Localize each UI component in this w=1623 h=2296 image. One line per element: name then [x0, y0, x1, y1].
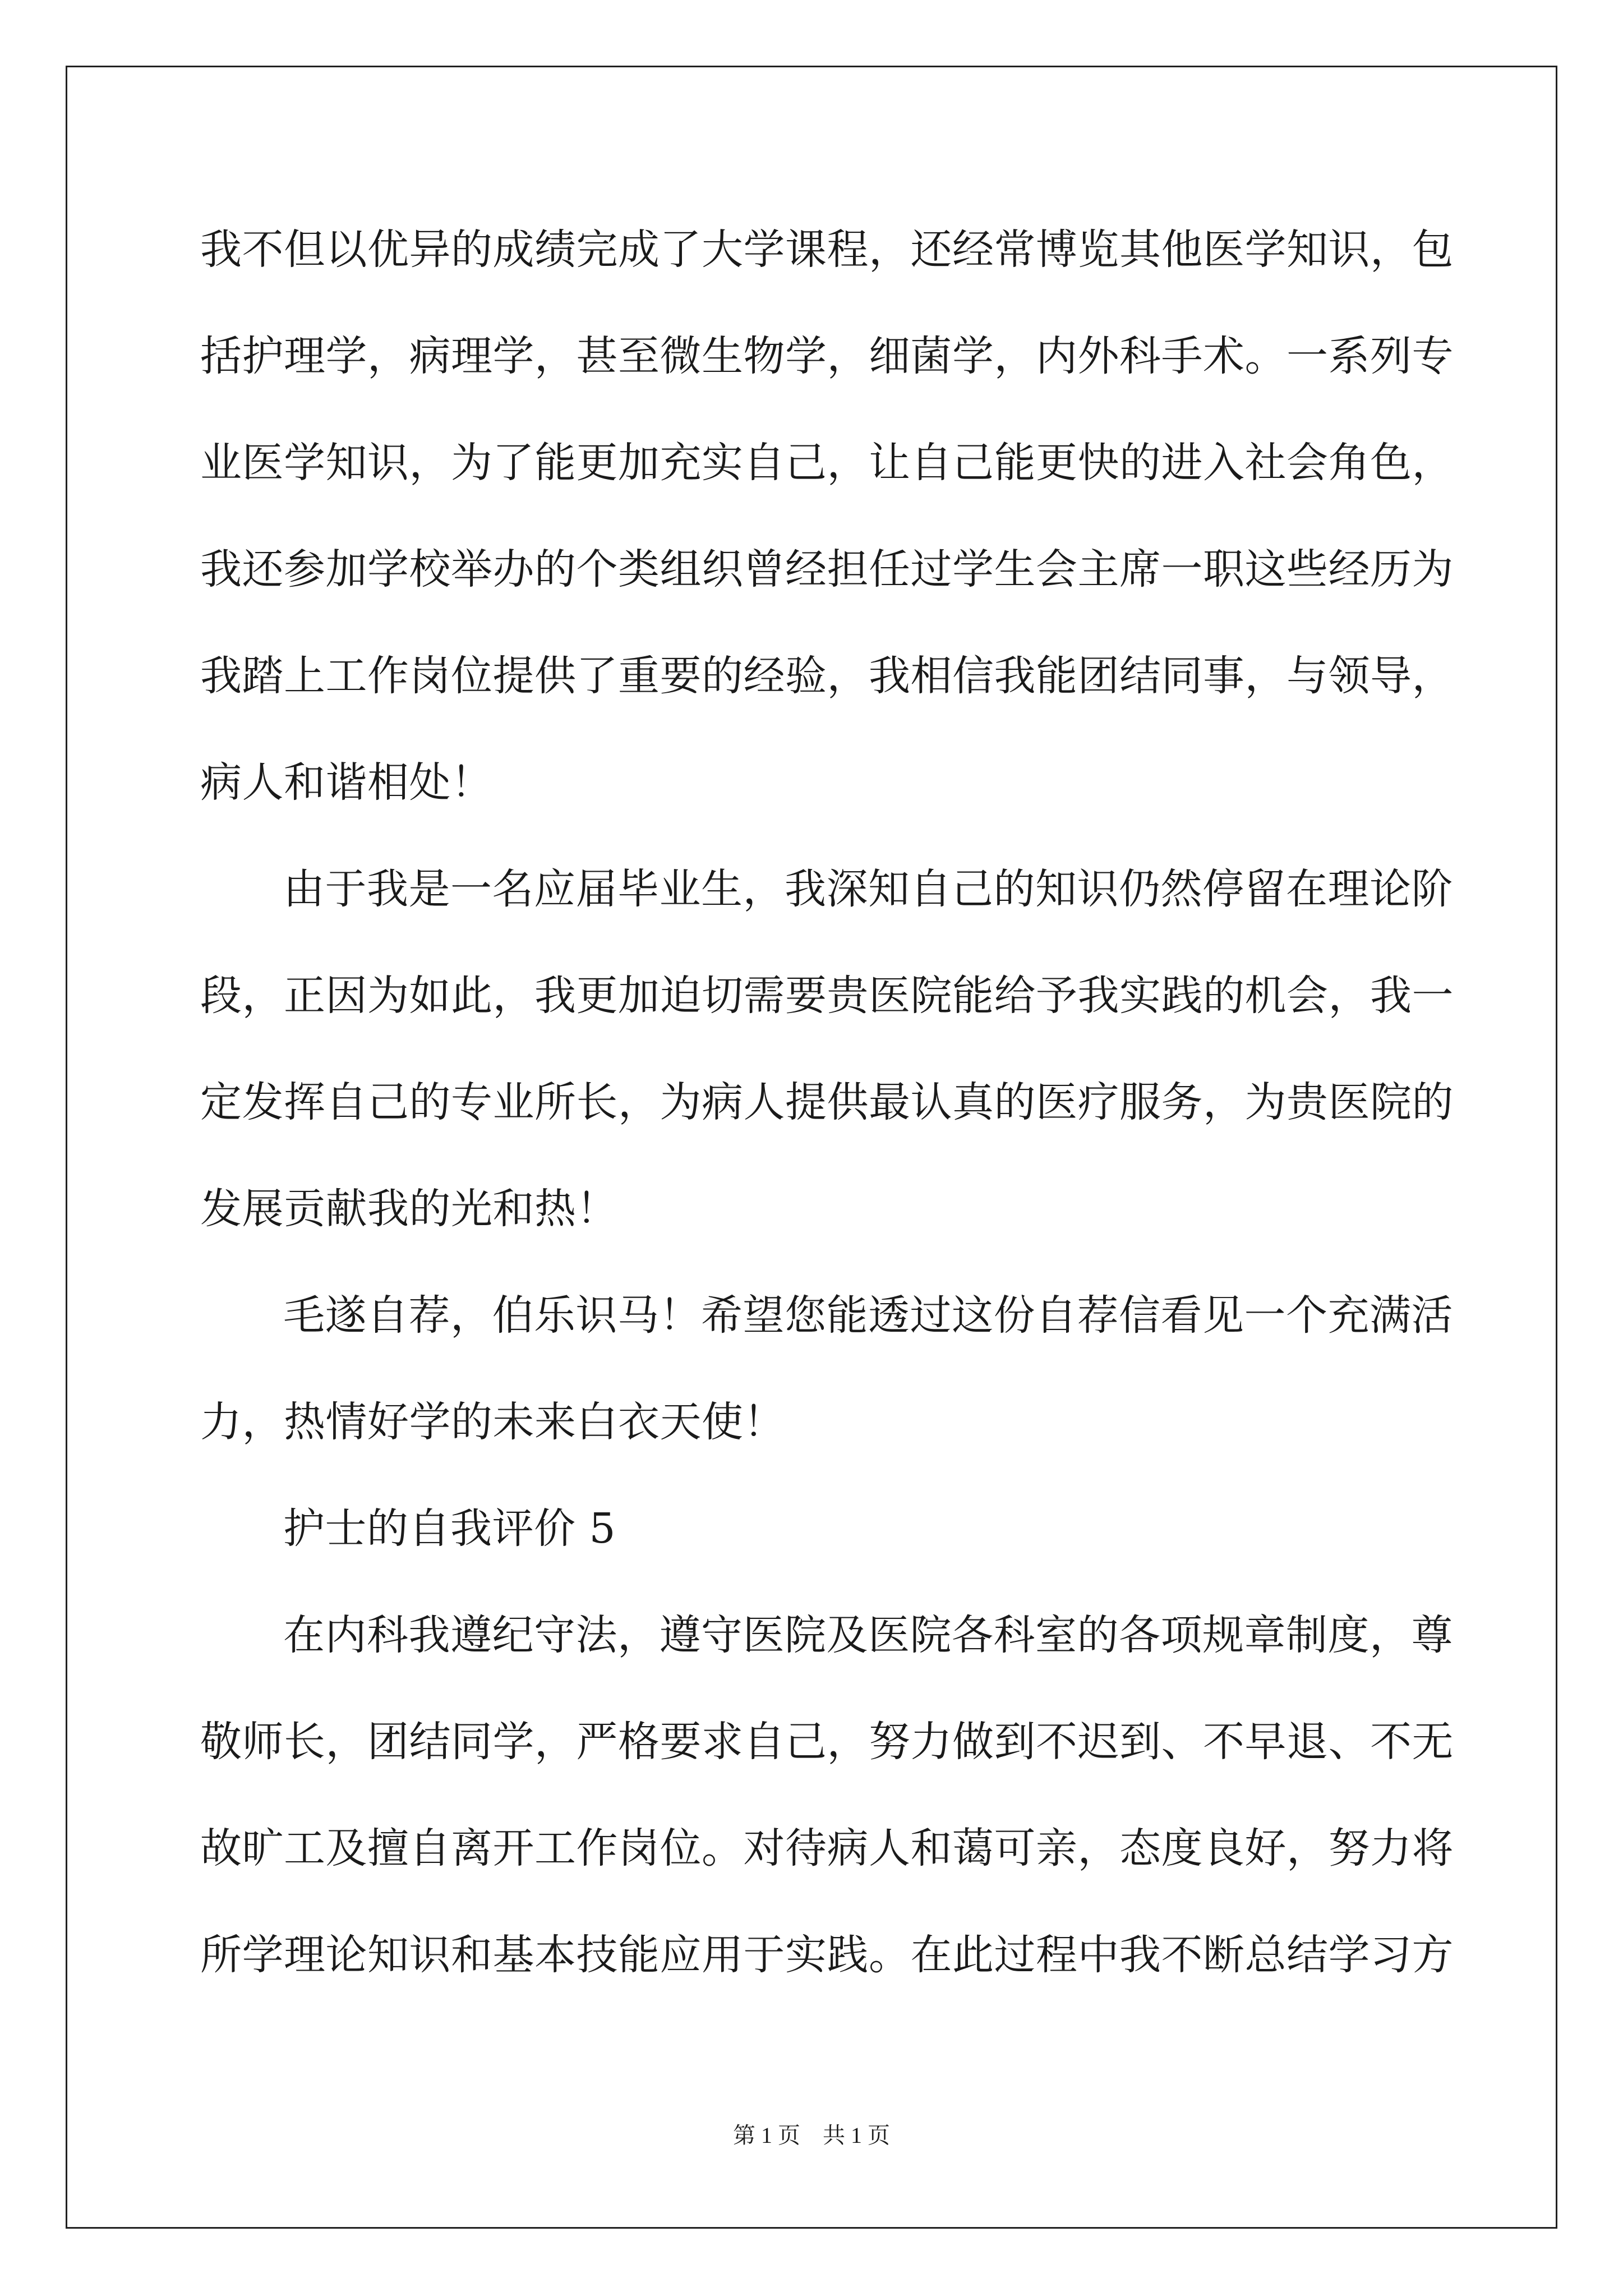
- text-line: 发展贡献我的光和热！: [200, 1185, 618, 1233]
- text-line: 我踏上工作岗位提供了重要的经验，我相信我能团结同事，与领导，: [200, 652, 1454, 700]
- paragraph-first-line: 由于我是一名应届毕业生，我深知自己的知识仍然停留在理论阶: [283, 865, 1453, 913]
- paragraph-first-line: 在内科我遵纪守法，遵守医院及医院各科室的各项规章制度，尊: [283, 1611, 1453, 1659]
- text-line: 段，正因为如此，我更加迫切需要贵医院能给予我实践的机会，我一: [200, 972, 1454, 1020]
- paragraph-first-line: 毛遂自荐，伯乐识马！希望您能透过这份自荐信看见一个充满活: [283, 1291, 1453, 1340]
- text-line: 力，热情好学的未来白衣天使！: [200, 1398, 785, 1446]
- text-line: 病人和谐相处！: [200, 758, 493, 807]
- text-line: 业医学知识，为了能更加充实自己，让自己能更快的进入社会角色，: [200, 439, 1454, 487]
- text-line: 我不但以优异的成绩完成了大学课程，还经常博览其他医学知识，包: [200, 226, 1454, 274]
- page-border: [66, 66, 1557, 2229]
- page-number-footer: 第 1 页 共 1 页: [733, 2123, 890, 2148]
- text-line: 括护理学，病理学，甚至微生物学，细菌学，内外科手术。一系列专: [200, 332, 1454, 380]
- text-line: 所学理论知识和基本技能应用于实践。在此过程中我不断总结学习方: [200, 1931, 1454, 1979]
- text-line: 敬师长，团结同学，严格要求自己，努力做到不迟到、不早退、不无: [200, 1718, 1454, 1766]
- text-line: 故旷工及擅自离开工作岗位。对待病人和蔼可亲，态度良好，努力将: [200, 1824, 1454, 1872]
- section-heading: 护士的自我评价 5: [283, 1504, 616, 1553]
- text-line: 定发挥自己的专业所长，为病人提供最认真的医疗服务，为贵医院的: [200, 1078, 1454, 1126]
- text-line: 我还参加学校举办的个类组织曾经担任过学生会主席一职这些经历为: [200, 545, 1454, 593]
